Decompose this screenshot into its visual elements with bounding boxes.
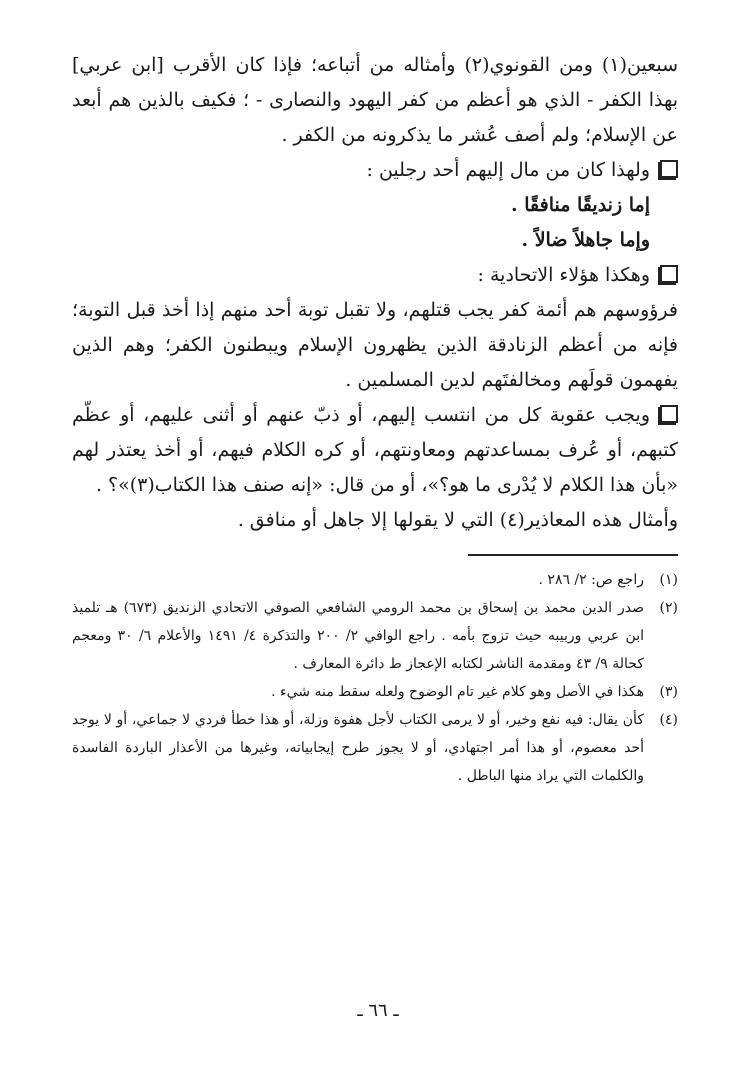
checkbox-bullet-icon xyxy=(660,265,678,283)
footnote xyxy=(72,678,678,706)
footnote xyxy=(72,566,678,594)
footnote-number: (١) xyxy=(659,572,678,588)
footnote-text: صدر الدين محمد بن إسحاق بن محمد الرومي الشافعي الصوفي الاتحادي الزنديق (٦٧٣) هـ تلميذ ابن عربي وربيبه حيث تزوج بأمه . راجع الوافي ٢/ ٢٠٠ والتذكرة ٤/ ١٤٩١ والأعلام ٦/ ٣٠ ومعجم كحالة ٩/ ٤٣ ومقدمة الناشر لكتابه الإعجاز ط دائرة المعارف . xyxy=(72,600,644,672)
paragraph-2: فرؤوسهم هم أئمة كفر يجب قتلهم، ولا تقبل توبة أحد منهم إذا أخذ قبل التوبة؛ فإنه من أعظم الزنادقة الذين يظهرون الإسلام ويبطنون الكفر؛ وهم الذين يفهمون قولَهم ومخالفتَهم لدين المسلمين . xyxy=(72,299,678,391)
paragraph-3: وأمثال هذه المعاذير(٤) التي لا يقولها إلا جاهل أو منافق . xyxy=(237,509,678,531)
footnote-number: (٤) xyxy=(659,712,678,728)
main-text xyxy=(72,48,678,538)
list-item-1 xyxy=(72,153,678,188)
footnote-text: كأن يقال: فيه نفع وخير، أو لا يرمى الكتاب لأجل هفوة وزلة، أو هذا خطأ فردي لا جماعي، أو لا يوجد أحد معصوم، أو هذا أمر اجتهادي، أو لا يجوز طرح إيجابياته، وغيرها من الأعذار الباردة الفاسدة والكلمات التي يراد منها الباطل . xyxy=(72,712,644,784)
list-item-2 xyxy=(72,258,678,293)
paragraph-1: سبعين(١) ومن القونوي(٢) وأمثاله من أتباعه؛ فإذا كان الأقرب [ابن عربي] بهذا الكفر - الذي هو أعظم من كفر اليهود والنصارى - ؛ فكيف بالذين هم أبعد عن الإسلام؛ ولم أصف عُشر ما يذكرونه من الكفر . xyxy=(72,54,678,146)
document-page xyxy=(72,48,678,1058)
list-item-3 xyxy=(72,398,678,503)
footnote-number: (٢) xyxy=(659,600,678,616)
checkbox-bullet-icon xyxy=(660,160,678,178)
list-item-1-text: ولهذا كان من مال إليهم أحد رجلين : xyxy=(366,159,650,181)
option-1: إما زنديقًا منافقًا . xyxy=(510,194,650,216)
footnote-divider xyxy=(468,554,678,556)
footnote-text: راجع ص: ٢/ ٢٨٦ . xyxy=(538,572,644,588)
footnote xyxy=(72,706,678,790)
list-item-2-text: وهكذا هؤلاء الاتحادية : xyxy=(477,264,650,286)
option-2: وإما جاهلاً ضالاً . xyxy=(521,229,650,251)
footnote xyxy=(72,594,678,678)
footnote-number: (٣) xyxy=(659,684,678,700)
footnote-text: هكذا في الأصل وهو كلام غير تام الوضوح ولعله سقط منه شيء . xyxy=(271,684,644,700)
page-number: ـ ٦٦ ـ xyxy=(357,1000,399,1021)
footnotes xyxy=(72,566,678,790)
checkbox-bullet-icon xyxy=(660,405,678,423)
list-item-3-text: ويجب عقوبة كل من انتسب إليهم، أو ذبّ عنهم أو أثنى عليهم، أو عظّم كتبهم، أو عُرف بمساعدتهم ومعاونتهم، أو كره الكلام فيهم، أو أخذ يعتذر لهم «بأن هذا الكلام لا يُدْرى ما هو؟»، أو من قال: «إنه صنف هذا الكتاب(٣)»؟ . xyxy=(72,404,678,496)
